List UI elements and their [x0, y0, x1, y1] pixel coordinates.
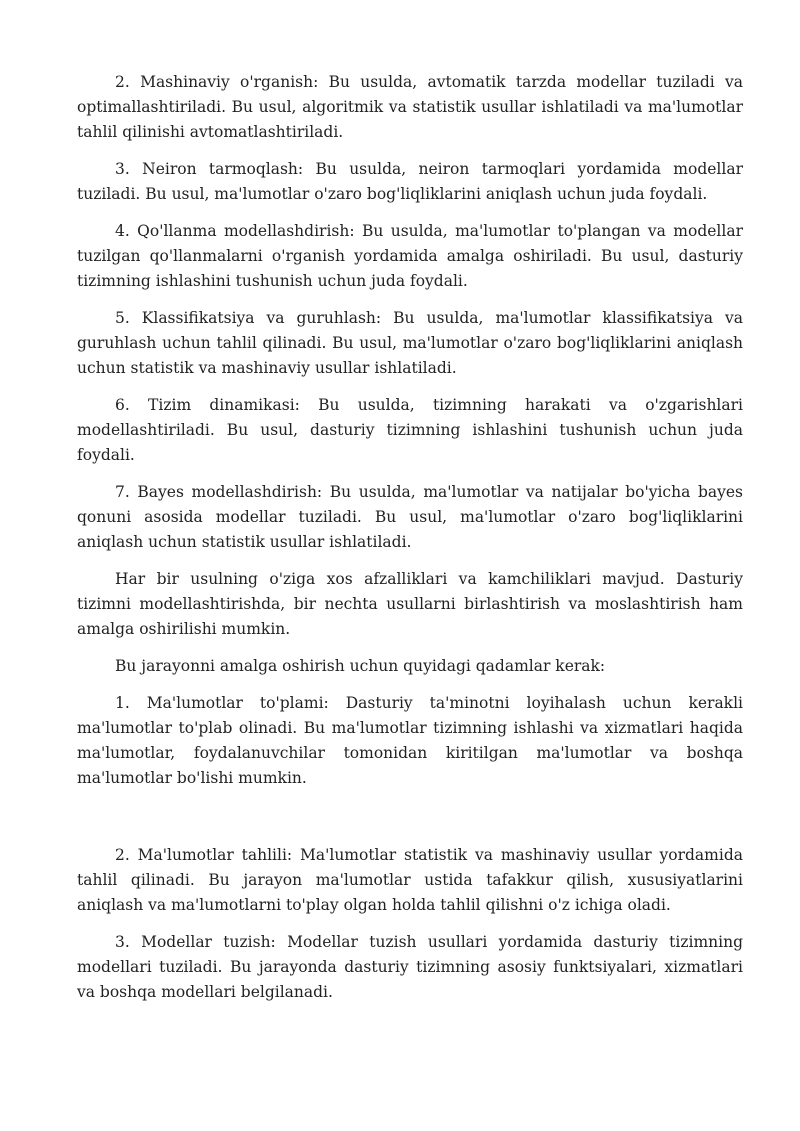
paragraph-steps-intro: Bu jarayonni amalga oshirish uchun quyidagi qadamlar kerak:: [115, 657, 606, 675]
paragraph-data-analysis: 2. Ma'lumotlar tahlili: Ma'lumotlar statistik va mashinaviy usullar yordamida tahlil qilinadi. Bu jarayon ma'lumotlar ustida tafakkur qilish, xususiyatlarini aniqlash va ma'lumotlarni to'play olgan holda tahlil qilishni o'z ichiga oladi.: [77, 846, 743, 914]
paragraph-gap: [77, 803, 743, 843]
paragraph-bayes-modeling: 7. Bayes modellashdirish: Bu usulda, ma'lumotlar va natijalar bo'yicha bayes qonuni asosida modellar tuziladi. Bu usul, ma'lumotlar o'zaro bog'liqliklarini aniqlash uchun statistik usullar ishlatiladi.: [77, 483, 743, 551]
paragraph-manual-modeling: 4. Qo'llanma modellashdirish: Bu usulda, ma'lumotlar to'plangan va modellar tuzilgan qo'llanmalarni o'rganish yordamida amalga oshiriladi. Bu usul, dasturiy tizimning ishlashini tushunish uchun juda foydali.: [77, 222, 743, 290]
paragraph-classification: 5. Klassifikatsiya va guruhlash: Bu usulda, ma'lumotlar klassifikatsiya va guruhlash uchun tahlil qilinadi. Bu usul, ma'lumotlar o'zaro bog'liqliklarini aniqlash uchun statistik va mashinaviy usullar ishlatiladi.: [77, 309, 743, 377]
paragraph-system-dynamics: 6. Tizim dinamikasi: Bu usulda, tizimning harakati va o'zgarishlari modellashtiriladi. Bu usul, dasturiy tizimning ishlashini tushunish uchun juda foydali.: [77, 396, 743, 464]
paragraph-model-building: 3. Modellar tuzish: Modellar tuzish usullari yordamida dasturiy tizimning modellari tuziladi. Bu jarayonda dasturiy tizimning asosiy funktsiyalari, xizmatlari va boshqa modellari belgilanadi.: [77, 933, 743, 1001]
paragraph-summary: Har bir usulning o'ziga xos afzalliklari va kamchiliklari mavjud. Dasturiy tizimni modellashtirishda, bir nechta usullarni birlashtirish va moslashtirish ham amalga oshirilishi mumkin.: [77, 570, 743, 638]
paragraph-data-collection: 1. Ma'lumotlar to'plami: Dasturiy ta'minotni loyihalash uchun kerakli ma'lumotlar to'plab olinadi. Bu ma'lumotlar tizimning ishlashi va xizmatlari haqida ma'lumotlar, foydalanuvchilar tomonidan kiritilgan ma'lumotlar va boshqa ma'lumotlar bo'lishi mumkin.: [77, 694, 743, 787]
paragraph-neural-networks: 3. Neiron tarmoqlash: Bu usulda, neiron tarmoqlari yordamida modellar tuziladi. Bu usul, ma'lumotlar o'zaro bog'liqliklarini aniqlash uchun juda foydali.: [77, 160, 743, 203]
document-page: [77, 70, 743, 1017]
paragraph-machine-learning: 2. Mashinaviy o'rganish: Bu usulda, avtomatik tarzda modellar tuziladi va optimallashtiriladi. Bu usul, algoritmik va statistik usullar ishlatiladi va ma'lumotlar tahlil qilinishi avtomatlashtiriladi.: [77, 73, 743, 141]
